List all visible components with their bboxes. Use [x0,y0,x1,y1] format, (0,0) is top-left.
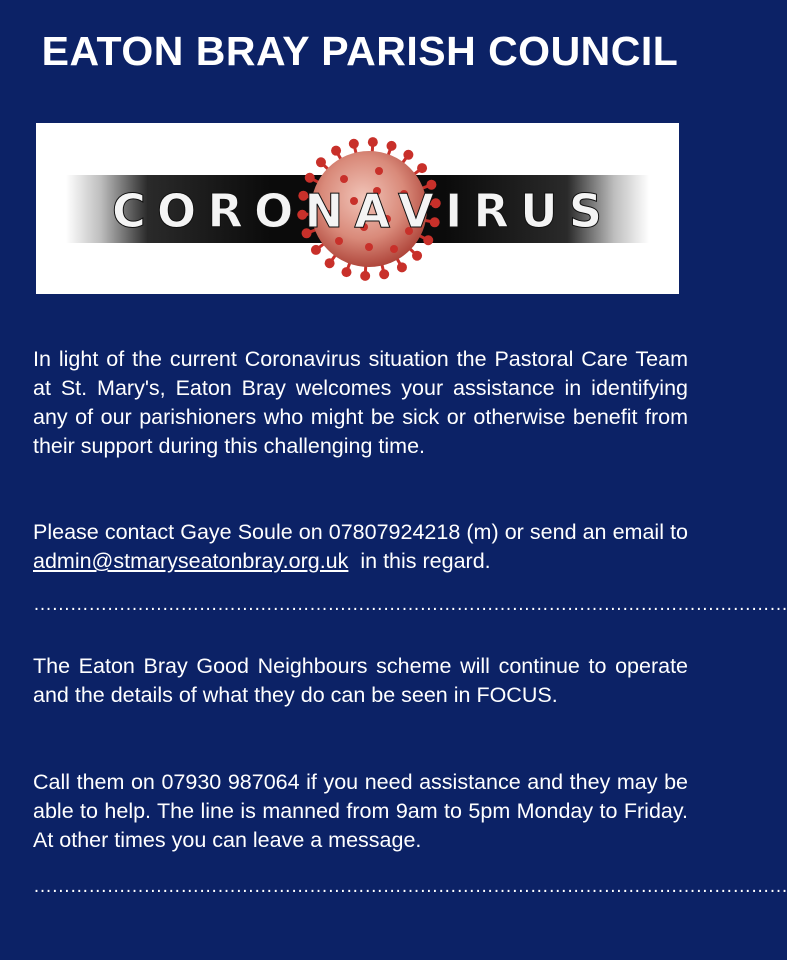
banner-word: CORONAVIRUS [112,184,602,238]
dotted-separator: …………………………………………………………………………………………………………… [33,876,787,897]
dotted-separator: …………………………………………………………………………………………………………… [33,594,787,615]
page-title: EATON BRAY PARISH COUNCIL [41,28,679,74]
contact-suffix: in this regard. [360,549,491,573]
pastoral-paragraph: In light of the current Coronavirus situation the Pastoral Care Team at St. Mary's, Eaton Bray welcomes your assistance in identifying any of our parishioners who might be sick or otherwise benefit from their support during this challenging time. [33,347,688,458]
coronavirus-banner [36,123,679,294]
pastoral-contact [33,518,688,576]
email-link[interactable]: admin@stmaryseatonbray.org.uk [33,549,349,573]
neighbours-paragraph: The Eaton Bray Good Neighbours scheme will continue to operate and the details of what they do can be seen in FOCUS. [33,654,688,707]
neighbours-call: Call them on 07930 987064 if you need assistance and they may be able to help. The line is manned from 9am to 5pm Monday to Friday. At other times you can leave a message. [33,770,688,852]
contact-prefix: Please contact Gaye Soule on 07807924218 (m) or send an email to [33,520,688,544]
